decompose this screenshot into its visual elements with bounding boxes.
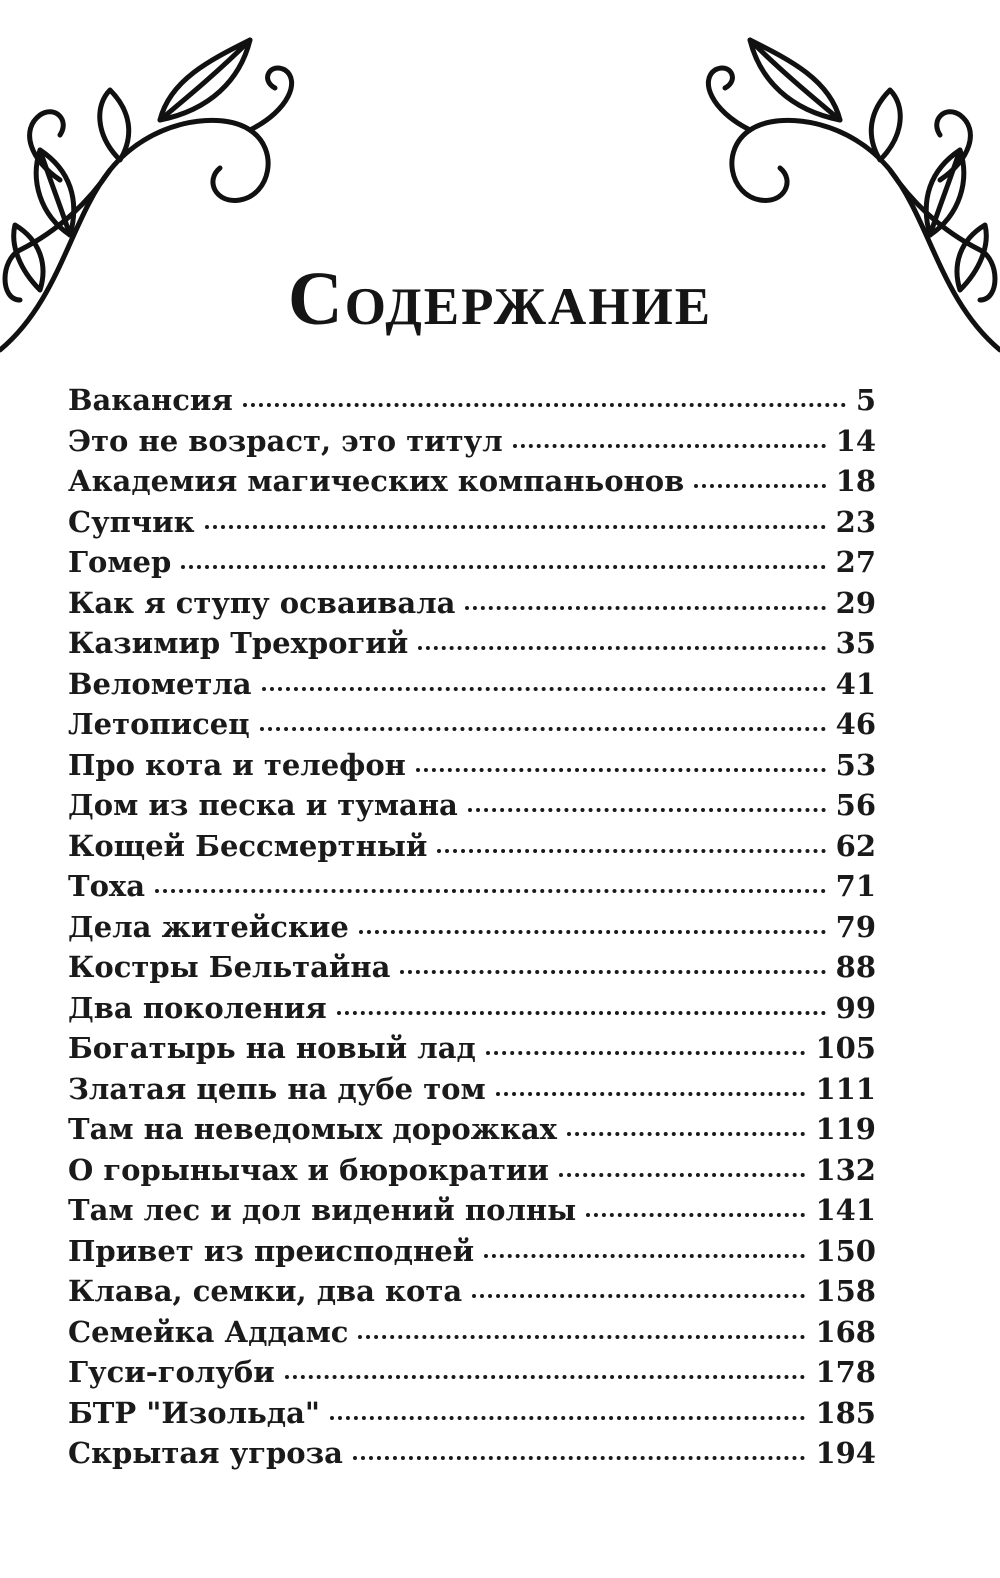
dot-leader (567, 1109, 805, 1136)
toc-entry-title: Златая цепь на дубе том (68, 1071, 486, 1106)
dot-leader (285, 1352, 806, 1379)
toc-entry-page-number: 150 (815, 1233, 876, 1268)
toc-entry-title: Там лес и дол видений полны (68, 1193, 577, 1228)
toc-entry-title: БТР "Изольда" (68, 1395, 320, 1430)
toc-entry-page-number: 62 (835, 828, 876, 863)
dot-leader (472, 1271, 805, 1298)
toc-entry-title: Гомер (68, 545, 172, 580)
toc-entry-page-number: 88 (835, 950, 876, 985)
toc-entry[interactable] (68, 988, 876, 1029)
dot-leader (330, 1393, 805, 1420)
toc-entry-title: Два поколения (68, 990, 327, 1025)
toc-entry[interactable] (68, 380, 876, 421)
toc-entry[interactable] (68, 664, 876, 705)
toc-entry[interactable] (68, 1433, 876, 1474)
toc-entry[interactable] (68, 1109, 876, 1150)
toc-entry-title: Дела житейские (68, 909, 349, 944)
toc-entry-title: Академия магических компаньонов (68, 464, 685, 499)
toc-entry[interactable] (68, 1190, 876, 1231)
toc-entry-page-number: 194 (815, 1436, 876, 1471)
dot-leader (694, 461, 825, 488)
toc-entry-page-number: 168 (815, 1314, 876, 1349)
toc-entry-page-number: 46 (835, 707, 876, 742)
toc-entry-page-number: 111 (815, 1071, 876, 1106)
toc-entry-title: Богатырь на новый лад (68, 1031, 476, 1066)
toc-entry-title: Супчик (68, 504, 195, 539)
toc-entry[interactable] (68, 745, 876, 786)
toc-entry[interactable] (68, 1231, 876, 1272)
toc-entry-page-number: 18 (835, 464, 876, 499)
toc-entry-page-number: 132 (815, 1152, 876, 1187)
toc-entry[interactable] (68, 1069, 876, 1110)
dot-leader (358, 1312, 805, 1339)
toc-entry-page-number: 141 (815, 1193, 876, 1228)
toc-entry-title: О горынычах и бюрократии (68, 1152, 549, 1187)
toc-entry[interactable] (68, 1028, 876, 1069)
dot-leader (468, 785, 826, 812)
dot-leader (155, 866, 826, 893)
toc-entry-page-number: 23 (835, 504, 876, 539)
toc-entry-title: Как я ступу осваивала (68, 585, 456, 620)
toc-entry[interactable] (68, 502, 876, 543)
dot-leader (418, 623, 825, 650)
toc-entry-page-number: 185 (815, 1395, 876, 1430)
dot-leader (359, 907, 826, 934)
dot-leader (262, 664, 826, 691)
toc-entry-page-number: 27 (835, 545, 876, 580)
toc-entry-page-number: 29 (835, 585, 876, 620)
toc-entry-page-number: 56 (835, 788, 876, 823)
toc-entry-title: Семейка Аддамс (68, 1314, 349, 1349)
dot-leader (486, 1028, 806, 1055)
toc-entry[interactable] (68, 1312, 876, 1353)
toc-entry-title: Велометла (68, 666, 252, 701)
toc-entry-title: Дом из песка и тумана (68, 788, 458, 823)
toc-entry-page-number: 158 (815, 1274, 876, 1309)
dot-leader (337, 988, 826, 1015)
dot-leader (586, 1190, 805, 1217)
toc-entry-title: Тоха (68, 869, 146, 904)
dot-leader (260, 704, 826, 731)
toc-entry-title: Казимир Трехрогий (68, 626, 409, 661)
toc-entry-title: Кощей Бессмертный (68, 828, 428, 863)
toc-entry-title: Костры Бельтайна (68, 950, 391, 985)
toc-entry[interactable] (68, 704, 876, 745)
toc-entry-page-number: 14 (835, 423, 876, 458)
dot-leader (437, 826, 825, 853)
dot-leader (353, 1433, 806, 1460)
toc-entry[interactable] (68, 1393, 876, 1434)
toc-entry[interactable] (68, 947, 876, 988)
toc-entry-title: Гуси-голуби (68, 1355, 275, 1390)
toc-entry[interactable] (68, 623, 876, 664)
dot-leader (400, 947, 825, 974)
toc-entry[interactable] (68, 866, 876, 907)
toc-entry[interactable] (68, 461, 876, 502)
toc-entry[interactable] (68, 785, 876, 826)
toc-entry-page-number: 71 (835, 869, 876, 904)
toc-entry[interactable] (68, 421, 876, 462)
dot-leader (416, 745, 826, 772)
toc-entry[interactable] (68, 1150, 876, 1191)
toc-entry-title: Там на неведомых дорожках (68, 1112, 557, 1147)
toc-entry-title: Привет из преисподней (68, 1233, 475, 1268)
toc-entry-page-number: 5 (855, 383, 876, 418)
toc-entry-title: Это не возраст, это титул (68, 423, 503, 458)
toc-entry-page-number: 178 (815, 1355, 876, 1390)
page-title: Содержание (287, 256, 713, 341)
dot-leader (513, 421, 826, 448)
toc-entry-page-number: 119 (815, 1112, 876, 1147)
toc-entry[interactable] (68, 1271, 876, 1312)
toc-entry-page-number: 41 (835, 666, 876, 701)
toc-entry-page-number: 53 (835, 747, 876, 782)
toc-entry[interactable] (68, 1352, 876, 1393)
toc-entry-title: Скрытая угроза (68, 1436, 343, 1471)
dot-leader (181, 542, 825, 569)
toc-entry[interactable] (68, 826, 876, 867)
dot-leader (205, 502, 826, 529)
toc-entry[interactable] (68, 583, 876, 624)
toc-entry-title: Вакансия (68, 383, 233, 418)
dot-leader (484, 1231, 805, 1258)
toc-entry-page-number: 79 (835, 909, 876, 944)
toc-entry-page-number: 99 (835, 990, 876, 1025)
dot-leader (243, 380, 846, 407)
toc-entry[interactable] (68, 907, 876, 948)
dot-leader (559, 1150, 806, 1177)
toc-entry-title: Клава, семки, два кота (68, 1274, 463, 1309)
toc-entry[interactable] (68, 542, 876, 583)
dot-leader (496, 1069, 806, 1096)
toc-entry-page-number: 105 (815, 1031, 876, 1066)
toc-entry-page-number: 35 (835, 626, 876, 661)
dot-leader (465, 583, 825, 610)
table-of-contents (68, 380, 876, 1474)
toc-entry-title: Летописец (68, 707, 250, 742)
toc-entry-title: Про кота и телефон (68, 747, 406, 782)
